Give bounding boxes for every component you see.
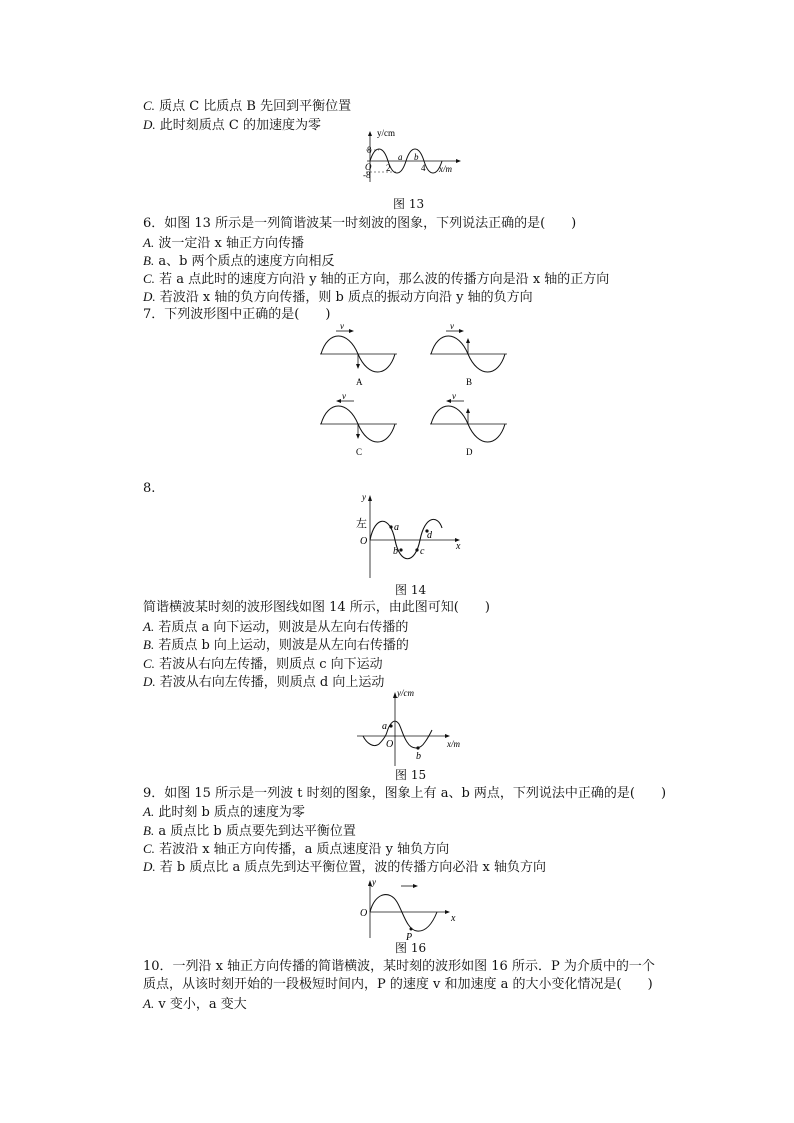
option-letter: A. — [143, 235, 155, 250]
q7-figure-a — [320, 322, 400, 390]
option-text: 此时刻质点 C 的加速度为零 — [159, 118, 321, 133]
option-text: 若波沿 x 轴的负方向传播，则 b 质点的振动方向沿 y 轴的负方向 — [159, 290, 533, 305]
point-c-label: c — [420, 546, 425, 557]
option-letter: C. — [143, 841, 155, 856]
q8-option-c — [143, 655, 383, 673]
point-d-label: d — [427, 530, 432, 541]
y-axis-label: y/cm — [377, 128, 395, 138]
option-text: 此时刻 b 质点的速度为零 — [158, 805, 305, 820]
option-letter: A. — [143, 619, 155, 634]
q9-option-b — [143, 822, 356, 840]
q9-option-c — [143, 840, 449, 858]
x-axis-label: x — [456, 541, 461, 552]
q6-option-d — [143, 288, 533, 306]
q10-stem-line-1: 10．一列沿 x 轴正方向传播的简谐横波，某时刻的波形如图 16 所示．P 为介质中的一个 — [143, 959, 655, 974]
q9-option-d — [143, 858, 546, 876]
tick-4: 4 — [421, 163, 426, 173]
q5-option-c — [143, 97, 351, 115]
option-text: a 质点比 b 质点要先到达平衡位置 — [158, 824, 356, 839]
point-b-label: b — [414, 152, 419, 162]
choice-label: A — [356, 377, 363, 387]
q6-option-a — [143, 234, 304, 252]
velocity-label: v — [452, 391, 456, 401]
option-text: 若波从右向左传播，则质点 c 向下运动 — [159, 657, 383, 672]
y-axis-label: y — [362, 492, 366, 502]
choice-label: C — [356, 447, 363, 457]
option-letter: B. — [143, 253, 155, 268]
point-a-label: a — [394, 522, 399, 533]
option-letter: D. — [143, 674, 156, 689]
option-text: 若质点 a 向下运动，则波是从左向右传播的 — [158, 620, 409, 635]
y-axis-label: y/cm — [397, 688, 414, 698]
option-letter: D. — [143, 117, 156, 132]
option-text: 质点 C 比质点 B 先回到平衡位置 — [159, 99, 352, 114]
q8-number: 8. — [143, 481, 156, 496]
option-letter: B. — [143, 823, 155, 838]
option-letter: D. — [143, 289, 156, 304]
figure-13-caption: 图 13 — [393, 197, 425, 211]
amp-neg-label: -8 — [363, 170, 371, 180]
figure-14 — [350, 493, 470, 581]
y-axis-label: y — [372, 877, 376, 887]
q9-stem: 9．如图 15 所示是一列波 t 时刻的图象，图象上有 a、b 两点，下列说法中正确的是( ) — [143, 786, 667, 801]
q5-option-d — [143, 116, 321, 134]
choice-label: B — [466, 377, 473, 387]
option-letter: A. — [143, 804, 155, 819]
origin-label: O — [365, 162, 372, 172]
x-axis-label: x — [451, 913, 456, 924]
q8-option-d — [143, 673, 384, 691]
option-letter: C. — [143, 656, 155, 671]
q9-option-a — [143, 803, 305, 821]
origin-label: O — [360, 908, 368, 919]
choice-label: D — [466, 447, 473, 457]
q6-option-c — [143, 270, 609, 288]
x-axis-label: x/m — [447, 739, 460, 749]
origin-label: O — [386, 739, 394, 750]
q10-option-a — [143, 995, 247, 1013]
figure-16-caption: 图 16 — [395, 941, 427, 955]
option-text: 若 a 点此时的速度方向沿 y 轴的正方向，那么波的传播方向是沿 x 轴的正方向 — [159, 272, 610, 287]
amp-pos-label: 8 — [367, 145, 372, 155]
option-letter: B. — [143, 637, 155, 652]
point-b-label: b — [416, 751, 421, 762]
origin-label: O — [360, 536, 368, 547]
q7-stem: 7．下列波形图中正确的是( ) — [143, 307, 331, 322]
tick-2: 2 — [386, 163, 391, 173]
velocity-label: v — [342, 391, 346, 401]
option-text: 波一定沿 x 轴正方向传播 — [158, 236, 304, 251]
velocity-label: v — [340, 321, 344, 331]
figure-14-caption: 图 14 — [395, 583, 427, 597]
q8-option-a — [143, 618, 408, 636]
option-letter: A. — [143, 996, 155, 1011]
q8-option-b — [143, 636, 409, 654]
velocity-label: v — [450, 321, 454, 331]
figure-15-caption: 图 15 — [395, 768, 427, 782]
option-text: a、b 两个质点的速度方向相反 — [158, 254, 335, 269]
option-text: v 变小，a 变大 — [158, 997, 247, 1012]
q7-figure-b — [430, 322, 510, 390]
x-axis-label: x/m — [439, 164, 452, 174]
option-letter: C. — [143, 98, 155, 113]
option-text: 若 b 质点比 a 质点先到达平衡位置，波的传播方向必沿 x 轴负方向 — [159, 860, 546, 875]
q8-stem: 简谐横波某时刻的波形图线如图 14 所示，由此图可知( ) — [143, 600, 490, 615]
q7-figure-c — [320, 392, 400, 460]
q6-option-b — [143, 252, 335, 270]
point-a-label: a — [382, 721, 387, 732]
point-a-label: a — [398, 152, 403, 162]
point-b-label: b — [393, 546, 398, 557]
option-letter: C. — [143, 271, 155, 286]
q6-stem: 6．如图 13 所示是一列简谐波某一时刻波的图象，下列说法正确的是( ) — [143, 216, 577, 231]
option-text: 若质点 b 向上运动，则波是从左向右传播的 — [158, 638, 409, 653]
point-p-label: P — [406, 932, 413, 943]
option-text: 若波从右向左传播，则质点 d 向上运动 — [159, 675, 385, 690]
figure-16 — [355, 876, 465, 943]
figure-13 — [355, 130, 465, 188]
q7-figure-d — [430, 392, 510, 460]
left-label: 左 — [356, 518, 367, 530]
option-letter: D. — [143, 859, 156, 874]
figure-15 — [355, 688, 480, 768]
q10-stem-line-2: 质点，从该时刻开始的一段极短时间内，P 的速度 v 和加速度 a 的大小变化情况是( ) — [143, 977, 653, 992]
option-text: 若波沿 x 轴正方向传播，a 质点速度沿 y 轴负方向 — [159, 842, 450, 857]
